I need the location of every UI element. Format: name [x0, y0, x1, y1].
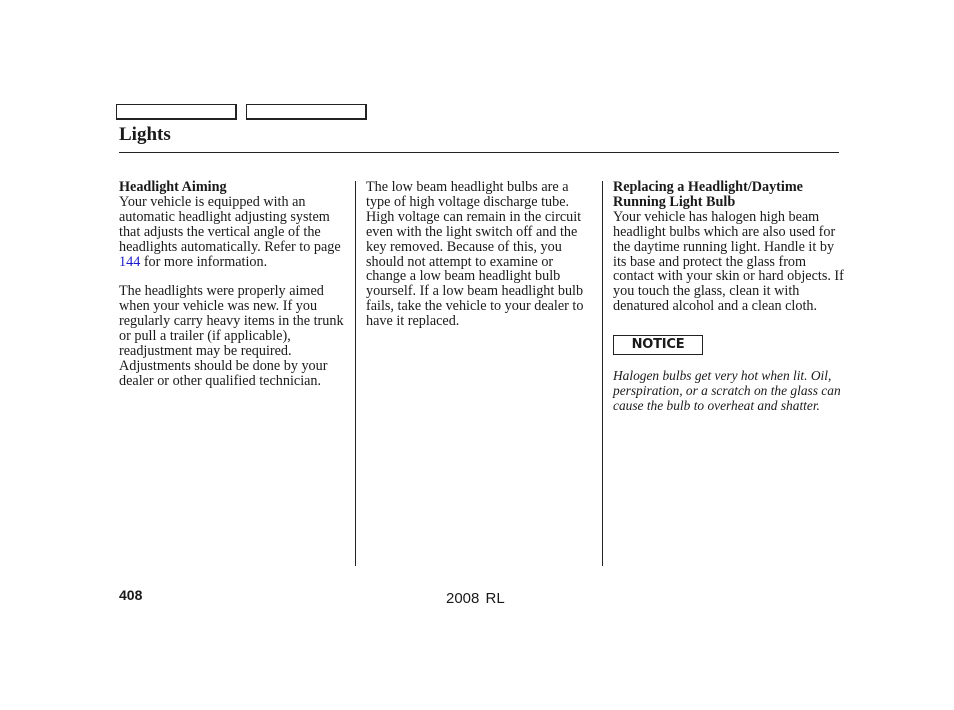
paragraph [119, 195, 349, 270]
page-reference-link[interactable]: 144 [119, 253, 141, 270]
page-number: 408 [119, 587, 143, 603]
column-middle [366, 180, 594, 329]
paragraph: The low beam headlight bulbs are a type of high voltage discharge tube. High voltage can remain in the circuit even with the light switch off and the key removed. Because of this, you should not attempt to examine or change a low beam headlight bulb yourself. If a low beam headlight bulb fails, take the vehicle to your dealer to have it replaced. [366, 179, 584, 330]
footer-model: 2008 RL [446, 590, 505, 607]
section-heading-headlight-aiming: Headlight Aiming [119, 179, 227, 195]
title-divider [119, 152, 839, 153]
column-left [119, 180, 349, 389]
paragraph: The headlights were properly aimed when your vehicle was new. If you regularly carry heavy items in the trunk or pull a trailer (if applicable), readjustment may be required. Adjustments should be done by your dealer or other qualified technician. [119, 283, 344, 389]
notice-label: NOTICE [613, 335, 703, 355]
page-title: Lights [119, 124, 171, 145]
column-divider [355, 181, 356, 566]
column-right [613, 180, 845, 413]
notice-text: Halogen bulbs get very hot when lit. Oil, perspiration, or a scratch on the glass can cause the bulb to overheat and shatter. [613, 368, 841, 414]
paragraph-text: for more information. [140, 253, 268, 270]
column-divider [602, 181, 603, 566]
paragraph: Your vehicle has halogen high beam headlight bulbs which are also used for the daytime running light. Handle it by its base and protect the glass from contact with your skin or hard objects. If you touch the glass, clean it with denatured alcohol and a clean cloth. [613, 208, 844, 315]
section-heading-replacing-bulb: Replacing a Headlight/Daytime Running Light Bulb [613, 179, 803, 210]
nav-button-next[interactable] [246, 104, 367, 120]
paragraph-text: Your vehicle is equipped with an automatic headlight adjusting system that adjusts the vertical angle of the headlights automatically. Refer to page [119, 193, 341, 255]
nav-button-previous[interactable] [116, 104, 237, 120]
